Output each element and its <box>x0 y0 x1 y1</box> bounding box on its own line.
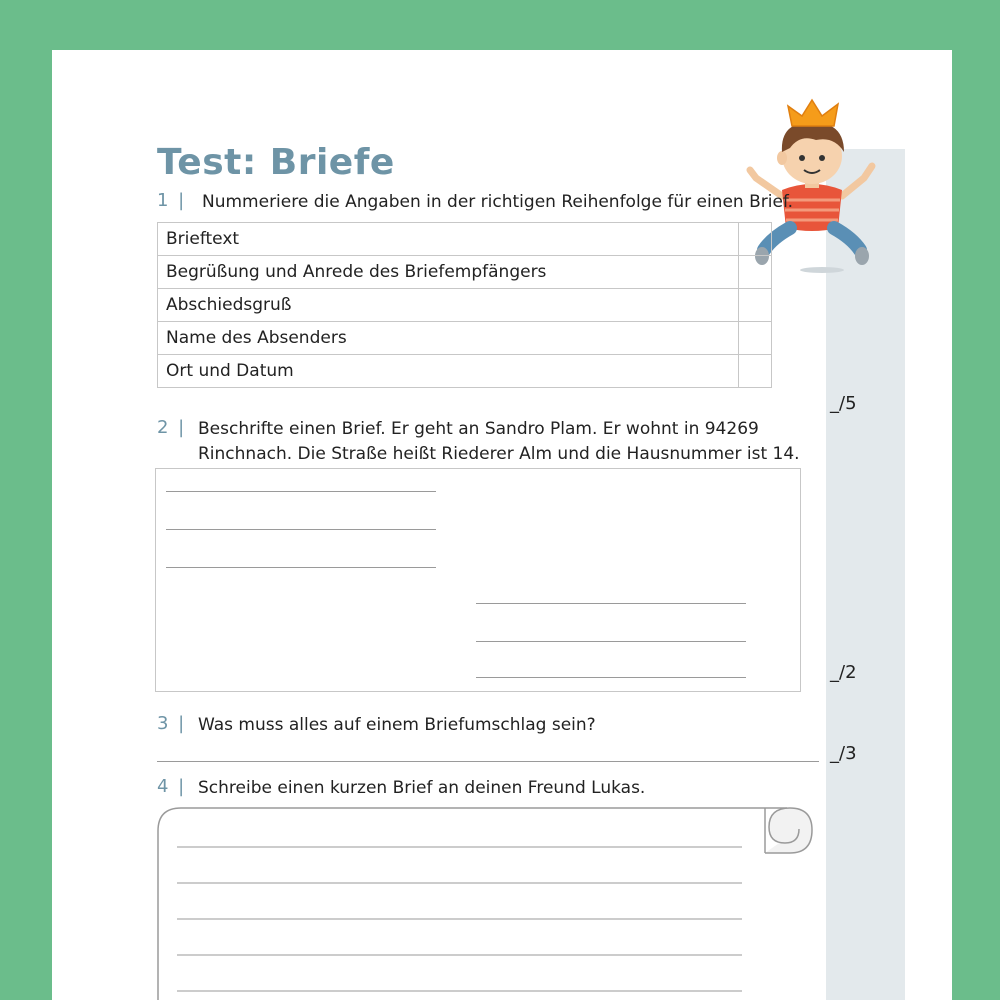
question-4-number: 4 | <box>157 776 187 797</box>
question-2-text-line-1: Beschrifte einen Brief. Er geht an Sandro Plam. Er wohnt in 94269 <box>198 419 759 439</box>
number-input-box[interactable] <box>739 322 772 355</box>
question-4-text: Schreibe einen kurzen Brief an deinen Freund Lukas. <box>198 778 646 798</box>
table-row <box>158 289 772 322</box>
question-3-number: 3 | <box>157 713 187 734</box>
sender-line[interactable] <box>166 567 436 568</box>
question-3-score: _/3 <box>830 743 857 764</box>
table-cell-label: Begrüßung und Anrede des Briefempfängers <box>158 256 739 289</box>
sender-line[interactable] <box>166 491 436 492</box>
table-cell-label: Abschiedsgruß <box>158 289 739 322</box>
question-1-text: Nummeriere die Angaben in der richtigen Reihenfolge für einen Brief. <box>202 192 794 212</box>
letter-envelope-box <box>155 468 801 692</box>
question-2-score: _/2 <box>830 662 857 683</box>
recipient-line[interactable] <box>476 641 746 642</box>
worksheet <box>52 50 952 1000</box>
table-row <box>158 322 772 355</box>
question-2-number: 2 | <box>157 417 187 438</box>
number-input-box[interactable] <box>739 223 772 256</box>
number-input-box[interactable] <box>739 355 772 388</box>
table-row <box>158 256 772 289</box>
number-input-box[interactable] <box>739 289 772 322</box>
number-input-box[interactable] <box>739 256 772 289</box>
recipient-line[interactable] <box>476 677 746 678</box>
table-row <box>158 223 772 256</box>
sender-line[interactable] <box>166 529 436 530</box>
page-title: Test: Briefe <box>157 142 395 183</box>
answer-line[interactable] <box>157 761 819 762</box>
question-1-score: _/5 <box>830 393 857 414</box>
paper-scroll-icon <box>157 807 817 1000</box>
question-3-text: Was muss alles auf einem Briefumschlag sein? <box>198 715 596 735</box>
table-cell-label: Name des Absenders <box>158 322 739 355</box>
question-2-text-line-2: Rinchnach. Die Straße heißt Riederer Alm und die Hausnummer ist 14. <box>198 444 800 464</box>
question-1-number: 1 | <box>157 190 187 211</box>
table-row <box>158 355 772 388</box>
recipient-line[interactable] <box>476 603 746 604</box>
order-table <box>157 222 772 388</box>
table-cell-label: Brieftext <box>158 223 739 256</box>
table-cell-label: Ort und Datum <box>158 355 739 388</box>
